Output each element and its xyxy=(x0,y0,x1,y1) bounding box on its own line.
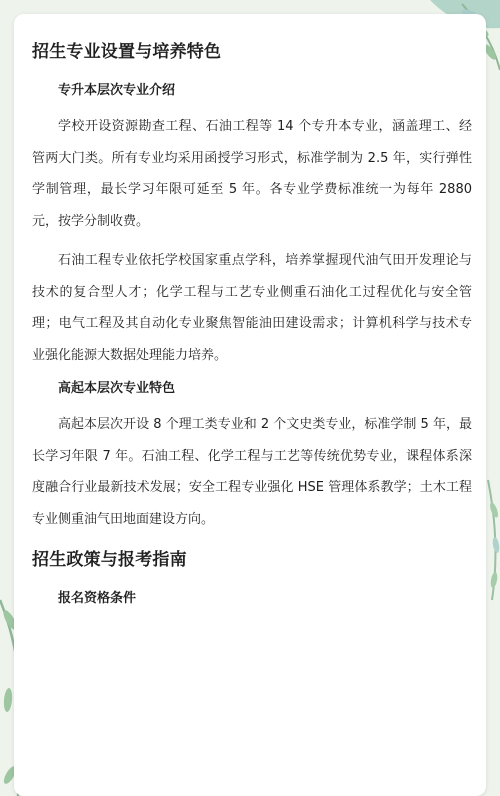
leaf-decoration-right-edge-icon xyxy=(488,480,500,600)
paragraph-bachelor-features: 高起本层次开设 8 个理工类专业和 2 个文史类专业，标准学制 5 年，最长学习年限 7 年。石油工程、化学工程与工艺等传统优势专业，课程体系深度融合行业最新技术发展；安全工程专业强化 HSE 管理体系教学；土木工程专业侧重油气田地面建设方向。 xyxy=(32,417,472,527)
subsection-title-upgrade-majors: 专升本层次专业介绍 xyxy=(58,83,176,98)
document-content xyxy=(32,40,472,609)
section-title-enrollment-majors: 招生专业设置与培养特色 xyxy=(32,42,222,62)
subsection-title-eligibility: 报名资格条件 xyxy=(58,591,137,606)
subsection-title-bachelor-features: 高起本层次专业特色 xyxy=(58,381,176,396)
section-title-policy-guide: 招生政策与报考指南 xyxy=(32,550,187,570)
paragraph-upgrade-features: 石油工程专业依托学校国家重点学科，培养掌握现代油气田开发理论与技术的复合型人才；化学工程与工艺专业侧重石油化工过程优化与安全管理；电气工程及其自动化专业聚焦智能油田建设需求；计算机科学与技术专业强化能源大数据处理能力培养。 xyxy=(32,253,472,363)
paragraph-upgrade-overview: 学校开设资源勘查工程、石油工程等 14 个专升本专业，涵盖理工、经管两大门类。所有专业均采用函授学习形式，标准学制为 2.5 年，实行弹性学制管理，最长学习年限可延至 5 年。各专业学费标准统一为每年 2880 元，按学分制收费。 xyxy=(32,119,472,229)
